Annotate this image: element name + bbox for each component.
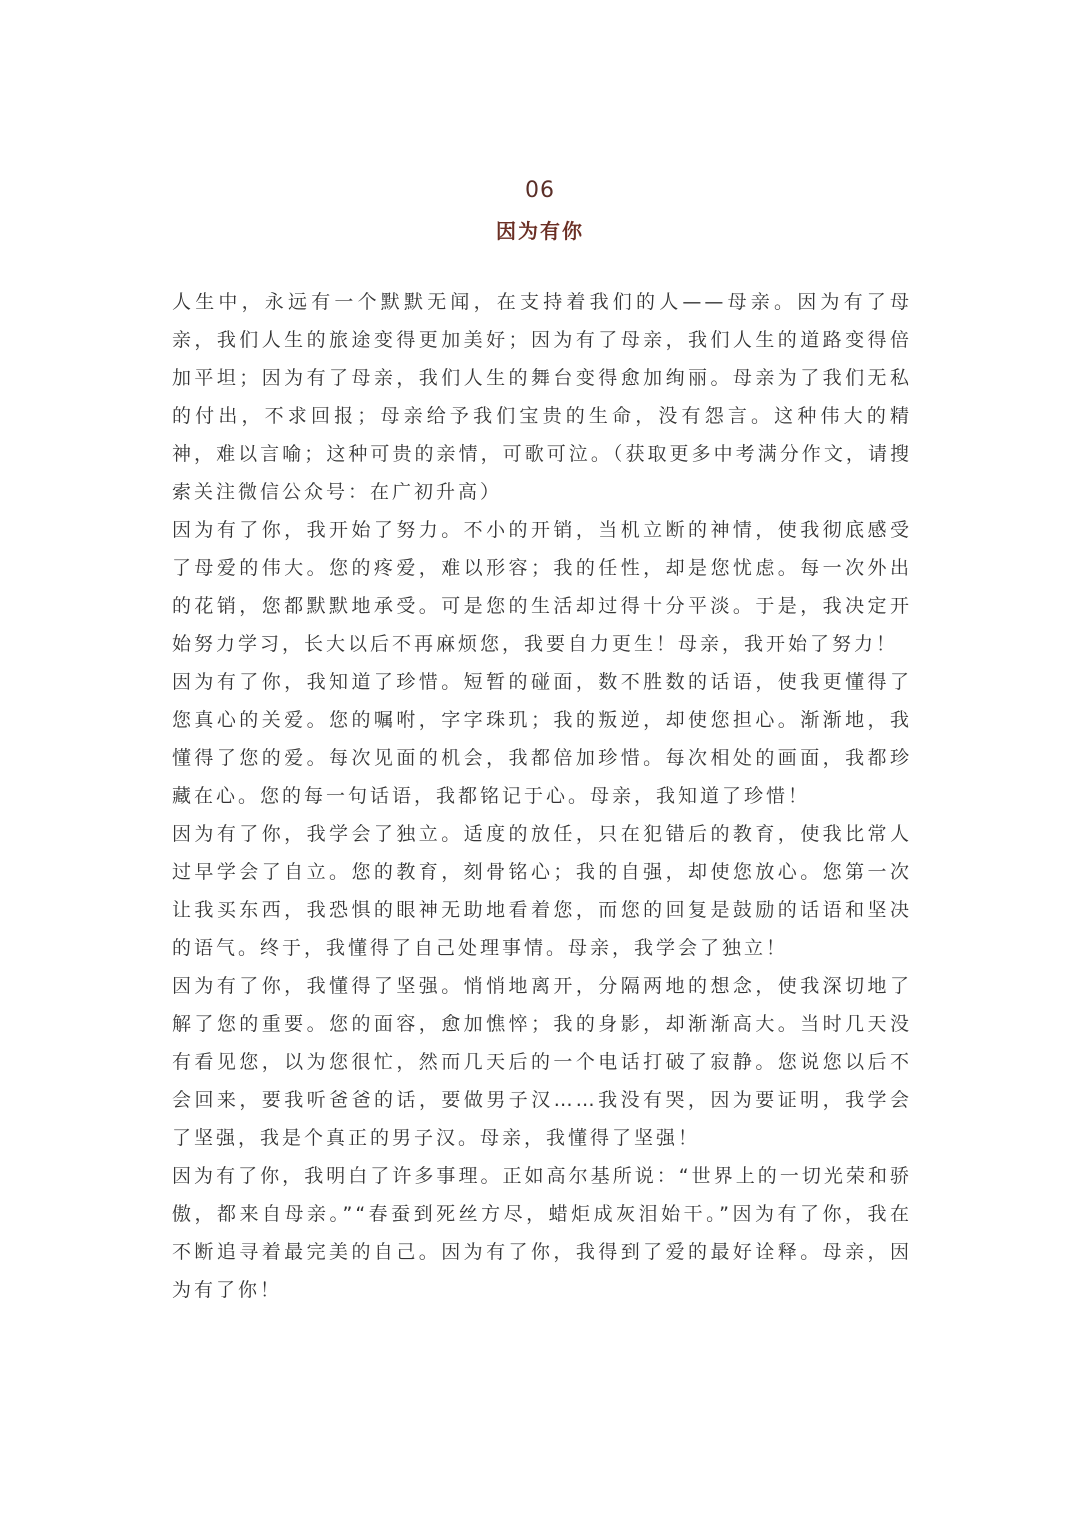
paragraph-3: 因为有了你，我知道了珍惜。短暂的碰面，数不胜数的话语，使我更懂得了您真心的关爱。您的嘱咐，字字珠玑；我的叛逆，却使您担心。渐渐地，我懂得了您的爱。每次见面的机会，我都倍加珍惜。每次相处的画面，我都珍藏在心。您的每一句话语，我都铭记于心。母亲，我知道了珍惜！ <box>172 671 912 807</box>
section-title: 因为有你 <box>496 219 584 243</box>
paragraph-1: 人生中，永远有一个默默无闻，在支持着我们的人——母亲。因为有了母亲，我们人生的旅途变得更加美好；因为有了母亲，我们人生的道路变得倍加平坦；因为有了母亲，我们人生的舞台变得愈加绚丽。母亲为了我们无私的付出，不求回报；母亲给予我们宝贵的生命，没有怨言。这种伟大的精神，难以言喻；这种可贵的亲情，可歌可泣。（获取更多中考满分作文，请搜索关注微信公众号：在广初升高） <box>172 291 912 503</box>
paragraph-2: 因为有了你，我开始了努力。不小的开销，当机立断的神情，使我彻底感受了母爱的伟大。您的疼爱，难以形容；我的任性，却是您忧虑。每一次外出的花销，您都默默地承受。可是您的生活却过得十分平淡。于是，我决定开始努力学习，长大以后不再麻烦您，我要自力更生！母亲，我开始了努力！ <box>172 519 912 655</box>
article-body <box>172 283 912 1309</box>
section-number: 06 <box>525 178 555 203</box>
paragraph-6: 因为有了你，我明白了许多事理。正如高尔基所说：“世界上的一切光荣和骄傲，都来自母亲。”“春蚕到死丝方尽，蜡炬成灰泪始干。”因为有了你，我在不断追寻着最完美的自己。因为有了你，我得到了爱的最好诠释。母亲，因为有了你！ <box>172 1165 912 1301</box>
paragraph-5: 因为有了你，我懂得了坚强。悄悄地离开，分隔两地的想念，使我深切地了解了您的重要。您的面容，愈加憔悴；我的身影，却渐渐高大。当时几天没有看见您，以为您很忙，然而几天后的一个电话打破了寂静。您说您以后不会回来，要我听爸爸的话，要做男子汉……我没有哭，因为要证明，我学会了坚强，我是个真正的男子汉。母亲，我懂得了坚强！ <box>172 975 912 1149</box>
paragraph-4: 因为有了你，我学会了独立。适度的放任，只在犯错后的教育，使我比常人过早学会了自立。您的教育，刻骨铭心；我的自强，却使您放心。您第一次让我买东西，我恐惧的眼神无助地看着您，而您的回复是鼓励的话语和坚决的语气。终于，我懂得了自己处理事情。母亲，我学会了独立！ <box>172 823 912 959</box>
